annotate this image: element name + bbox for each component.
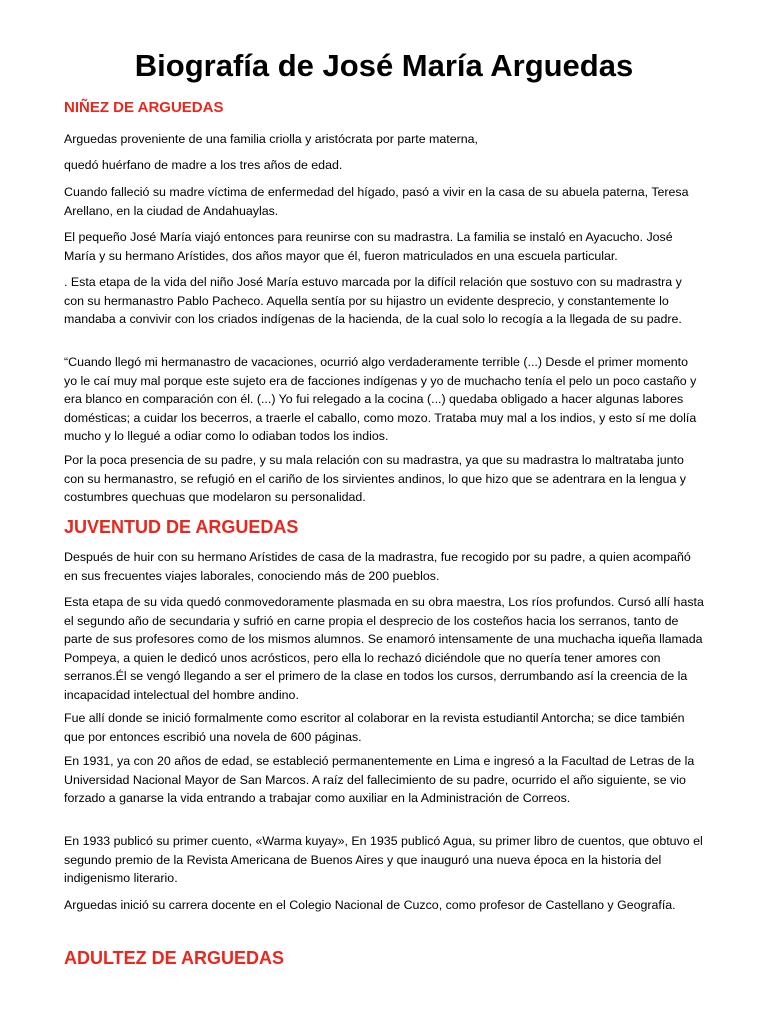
paragraph: quedó huérfano de madre a los tres años de edad. [64, 158, 343, 172]
paragraph: Fue allí donde se inició formalmente como escritor al colaborar en la revista estudiantil Antorcha; se dice también que por entonces escribió una novela de 600 páginas. [64, 711, 685, 744]
paragraph: Arguedas inició su carrera docente en el Colegio Nacional de Cuzco, como profesor de Castellano y Geografía. [64, 898, 676, 912]
paragraph: En 1933 publicó su primer cuento, «Warma kuyay», En 1935 publicó Agua, su primer libro de cuentos, que obtuvo el segundo premio de la Revista Americana de Buenos Aires y que inauguró una nueva época en la historia del indigenismo literario. [64, 834, 703, 885]
section-heading-ninez: NIÑEZ DE ARGUEDAS [64, 99, 224, 116]
paragraph: Cuando falleció su madre víctima de enfermedad del hígado, pasó a vivir en la casa de su abuela paterna, Teresa Arellano, en la ciudad de Andahuaylas. [64, 185, 689, 218]
page-title: Biografía de José María Arguedas [134, 48, 634, 83]
paragraph: Por la poca presencia de su padre, y su mala relación con su madrastra, ya que su madrastra lo maltrataba junto con su hermanastro, se refugió en el cariño de los sirvientes andinos, lo que hizo que se adentrara en la lengua y costumbres quechuas que modelaron su personalidad. [64, 453, 686, 504]
paragraph: Esta etapa de su vida quedó conmovedoramente plasmada en su obra maestra, Los ríos profundos. Cursó allí hasta el segundo año de secundaria y sufrió en carne propia el desprecio de los costeños hacia los serranos, tanto de parte de sus profesores como de los mismos alumnos. Se enamoró intensamente de una muchacha iqueña llamada Pompeya, a quien le dedicó unos acrósticos, pero ella lo rechazó diciéndole que no quería tener amores con serranos.Él se vengó llegando a ser el primero de la clase en todos los cursos, derrumbando así la creencia de la incapacidad intelectual del hombre andino. [64, 595, 704, 702]
section-heading-juventud: JUVENTUD DE ARGUEDAS [64, 517, 299, 537]
paragraph: En 1931, ya con 20 años de edad, se estableció permanentemente en Lima e ingresó a la Facultad de Letras de la Universidad Nacional Mayor de San Marcos. A raíz del fallecimiento de su padre, ocurrido el año siguiente, se vio forzado a ganarse la vida entrando a trabajar como auxiliar en la Administración de Correos. [64, 754, 695, 805]
paragraph-quote: “Cuando llegó mi hermanastro de vacaciones, ocurrió algo verdaderamente terrible (...) Desde el primer momento yo le caí muy mal porque este sujeto era de facciones indígenas y yo de muchacho tenía el pelo un poco castaño y era blanco en comparación con él. (...) Yo fui relegado a la cocina (...) quedaba obligado a hacer algunas labores domésticas; a cuidar los becerros, a traerle el caballo, como mozo. Trataba muy mal a los indios, y esto sí me dolía mucho y lo llegué a odiar como lo odiaban todos los indios. [64, 355, 697, 443]
paragraph: El pequeño José María viajó entonces para reunirse con su madrastra. La familia se instaló en Ayacucho. José María y su hermano Arístides, dos años mayor que él, fueron matriculados en una escuela particular. [64, 230, 673, 263]
paragraph: . Esta etapa de la vida del niño José María estuvo marcada por la difícil relación que sostuvo con su madrastra y con su hermanastro Pablo Pacheco. Aquella sentía por su hijastro un evidente desprecio, y constantemente lo mandaba a convivir con los criados indígenas de la hacienda, de la cual solo lo recogía a la llegada de su padre. [64, 275, 682, 326]
paragraph: Arguedas proveniente de una familia criolla y aristócrata por parte materna, [64, 132, 478, 146]
paragraph: Después de huir con su hermano Arístides de casa de la madrastra, fue recogido por su padre, a quien acompañó en sus frecuentes viajes laborales, conociendo más de 200 pueblos. [64, 550, 691, 583]
section-heading-adultez: ADULTEZ DE ARGUEDAS [64, 948, 284, 968]
